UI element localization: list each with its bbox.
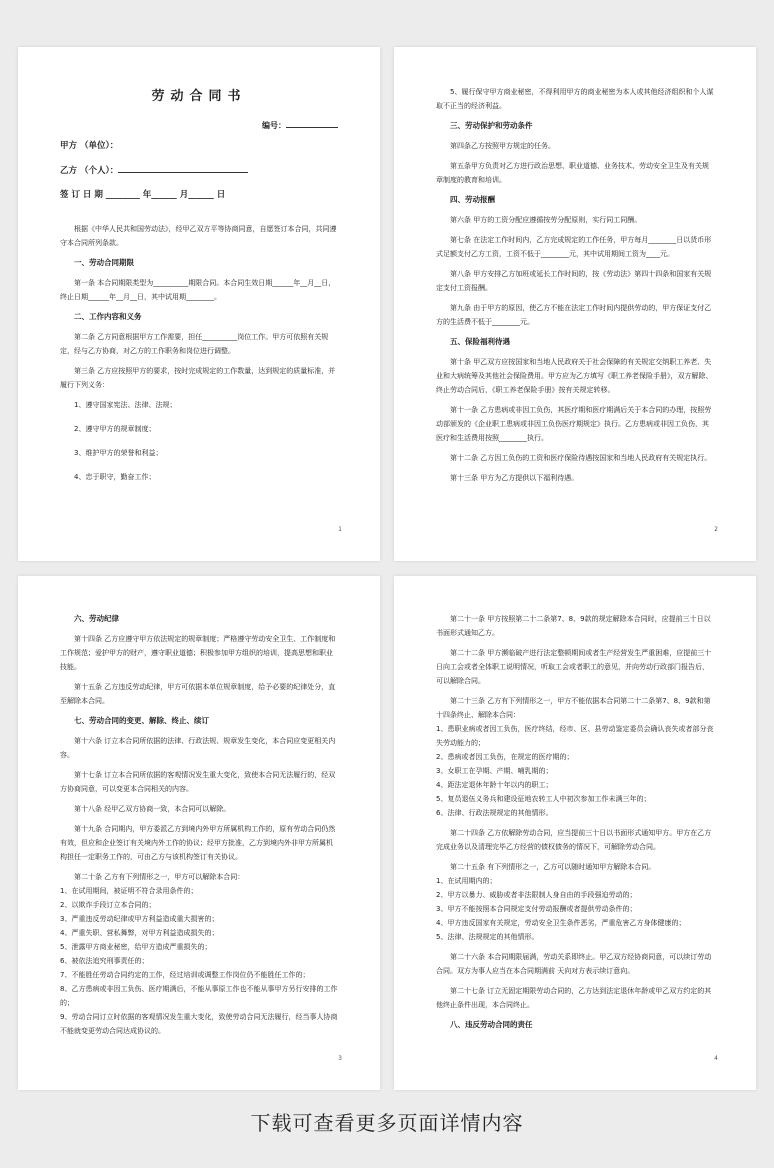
party-b-line bbox=[60, 163, 338, 176]
article-12: 第十二条 乙方因工负伤的工资和医疗保险待遇按国家和当地人民政府有关规定执行。 bbox=[450, 454, 712, 462]
list-item: 9、劳动合同订立时依据的客观情况发生重大变化，致使劳动合同无法履行，经当事人协商不能就变更劳动合同达成协议的。 bbox=[60, 1013, 338, 1035]
list-item: 3、严重违反劳动纪律或甲方利益造成重大损害的； bbox=[60, 915, 219, 923]
page-number: 1 bbox=[338, 526, 342, 533]
section-heading: 七、劳动合同的变更、解除、终止、续订 bbox=[74, 716, 209, 725]
article-15: 第十五条 乙方违反劳动纪律，甲方可依据本单位规章制度，给予必要的纪律处分，直至解除本合同。 bbox=[60, 683, 336, 705]
list-item: 1、患职业病或者因工负伤，医疗终结，经市、区、县劳动鉴定委员会确认丧失或者部分丧失劳动能力的； bbox=[436, 725, 714, 747]
list-item: 3、女职工在孕期、产期、哺乳期的； bbox=[436, 767, 553, 775]
page-content bbox=[60, 81, 338, 547]
list-item: 5、履行保守甲方商业秘密，不得利用甲方的商业秘密为本人或其他经济组织和个人谋取不正当的经济利益。 bbox=[436, 88, 714, 110]
serial-number bbox=[60, 118, 338, 131]
article-24: 第二十四条 乙方依解除劳动合同，应当提前三十日以书面形式通知甲方。甲方在乙方完成业务以及清理完毕乙方经营的债权债务的情况下，可解除劳动合同。 bbox=[436, 829, 712, 851]
article-8: 第八条 甲方安排乙方加班或延长工作时间的，按《劳动法》第四十四条和国家有关规定支付工资报酬。 bbox=[436, 270, 712, 292]
article-17: 第十七条 订立本合同所依据的客观情况发生重大变化，致使本合同无法履行的，经双方协商同意，可以变更本合同相关的内容。 bbox=[60, 771, 336, 793]
page-content bbox=[436, 612, 714, 1076]
list-item: 1、在试用期内的； bbox=[436, 877, 497, 885]
page-number: 3 bbox=[338, 1055, 342, 1062]
article-14: 第十四条 乙方应遵守甲方依法规定的规章制度；严格遵守劳动安全卫生、工作制度和工作规范；爱护甲方的财产，遵守职业道德；积极参加甲方组织的培训，提高思想和职业技能。 bbox=[60, 635, 336, 671]
list-item: 1、在试用期间，被证明不符合录用条件的； bbox=[60, 887, 198, 895]
article-16: 第十六条 订立本合同所依据的法律、行政法规、规章发生变化，本合同应变更相关内容。 bbox=[60, 737, 336, 759]
list-item: 5、法律、法规规定的其他情形。 bbox=[436, 933, 539, 941]
article-7: 第七条 在法定工作时间内，乙方完成规定的工作任务，甲方每月________日以货币形式足额支付乙方工资，工资不低于________元，其中试用期间工资为____元。 bbox=[436, 236, 712, 258]
list-item: 4、距法定退休年龄十年以内的职工； bbox=[436, 781, 553, 789]
party-b-label: 乙方 （个人）： bbox=[60, 166, 119, 176]
list-item: 2、患病或者因工负伤，在规定的医疗期的； bbox=[436, 753, 574, 761]
document-page-4 bbox=[394, 576, 756, 1090]
list-item: 4、甲方违反国家有关规定，劳动安全卫生条件恶劣，严重危害乙方身体健康的； bbox=[436, 919, 686, 927]
list-item: 5、复员退伍义务兵和建设征地农转工人中初次参加工作未满三年的； bbox=[436, 795, 651, 803]
page-number: 2 bbox=[714, 526, 718, 533]
download-more-caption: 下载可查看更多页面详情内容 bbox=[250, 1111, 524, 1135]
serial-blank bbox=[286, 118, 338, 128]
list-item: 3、维护甲方的荣誉和利益； bbox=[74, 449, 163, 457]
article-6: 第六条 甲方的工资分配应遵循按劳分配原则，实行同工同酬。 bbox=[450, 216, 642, 224]
article-26: 第二十六条 本合同期限届满，劳动关系即终止。甲乙双方经协商同意，可以续订劳动合同。双方为事人应当在本合同期满前 天向对方表示续订意向。 bbox=[436, 953, 712, 975]
list-item: 1、遵守国家宪法、法律、法规； bbox=[74, 401, 177, 409]
section-heading: 八、违反劳动合同的责任 bbox=[450, 1020, 533, 1029]
list-item: 2、遵守甲方的规章制度； bbox=[74, 425, 156, 433]
party-a-line bbox=[60, 139, 338, 151]
article-5: 第五条甲方负责对乙方进行政治思想、职业道德、业务技术、劳动安全卫生及有关规章制度的教育和培训。 bbox=[436, 162, 709, 184]
article-18: 第十八条 经甲乙双方协商一致，本合同可以解除。 bbox=[74, 805, 231, 813]
article-9: 第九条 由于甲方的原因，使乙方不能在法定工作时间内提供劳动的，甲方保证支付乙方的生活费不低于________元。 bbox=[436, 304, 712, 326]
article-20: 第二十条 乙方有下列情形之一，甲方可以解除本合同： bbox=[74, 873, 245, 881]
list-item: 4、忠于职守，勤奋工作； bbox=[74, 473, 156, 481]
article-2: 第二条 乙方同意根据甲方工作需要，担任__________岗位工作。甲方可依照有关规定，经与乙方协商，对乙方的工作职务和岗位进行调整。 bbox=[60, 333, 329, 355]
party-b-blank bbox=[118, 163, 248, 173]
article-1: 第一条 本合同期限类型为__________期限合同。本合同生效日期______年__月__日，终止日期______年__月__日，其中试用期________。 bbox=[60, 279, 336, 301]
article-19: 第十九条 合同期内，甲方委派乙方到境内外甲方所属机构工作的，原有劳动合同仍然有效，但应和企业签订有关境内外工作的协议；经甲方批准，乙方到境内外非甲方所属机构担任一定职务工作的，可由乙方与该机构签订有关协议。 bbox=[60, 825, 336, 861]
sign-date: 签 订 日 期 ________ 年______ 月______ 日 bbox=[60, 190, 226, 200]
party-a-label: 甲方 （单位）： bbox=[60, 141, 119, 151]
list-item: 6、被依法追究刑事责任的； bbox=[60, 957, 149, 965]
serial-label: 编号： bbox=[262, 121, 286, 130]
article-3: 第三条 乙方应按照甲方的要求，按时完成规定的工作数量，达到规定的质量标准，并履行下列义务： bbox=[60, 367, 336, 389]
section-heading: 四、劳动报酬 bbox=[450, 195, 495, 204]
article-27: 第二十七条 订立无固定期限劳动合同的，乙方达到法定退休年龄或甲乙双方约定的其他终止条件出现，本合同终止。 bbox=[436, 987, 712, 1009]
section-heading: 二、工作内容和义务 bbox=[74, 312, 142, 321]
section-heading: 五、保险福利待遇 bbox=[450, 337, 510, 346]
page-content bbox=[436, 85, 714, 547]
document-page-1 bbox=[18, 47, 380, 561]
article-21: 第二十一条 甲方按照第二十二条第7、8、9款的规定解除本合同时，应提前三十日以书面形式通知乙方。 bbox=[436, 615, 711, 637]
article-10: 第十条 甲乙双方应按国家和当地人民政府关于社会保障的有关规定交纳职工养老、失业和大病统筹及其他社会保险费用。甲方应为乙方填写《职工养老保险手册》，双方解除、终止劳动合同后，《职工养老保险手册》按有关规定转移。 bbox=[436, 358, 713, 394]
list-item: 2、甲方以暴力、威胁或者非法限制人身自由的手段强迫劳动的； bbox=[436, 891, 637, 899]
list-item: 5、泄露甲方商业秘密，给甲方造成严重损失的； bbox=[60, 943, 212, 951]
list-item: 3、甲方不能按照本合同规定支付劳动报酬或者提供劳动条件的； bbox=[436, 905, 637, 913]
page-content bbox=[60, 612, 338, 1076]
contract-title: 劳动合同书 bbox=[151, 89, 247, 104]
list-item: 8、乙方患病或非因工负伤、医疗期满后，不能从事原工作也不能从事甲方另行安排的工作的； bbox=[60, 985, 338, 1007]
section-heading: 三、劳动保护和劳动条件 bbox=[450, 121, 533, 130]
article-25: 第二十五条 有下列情形之一，乙方可以随时通知甲方解除本合同。 bbox=[450, 863, 656, 871]
document-page-3 bbox=[18, 576, 380, 1090]
intro-paragraph: 根据《中华人民共和国劳动法》，经甲乙双方平等协商同意，自愿签订本合同，共同遵守本合同所列条款。 bbox=[60, 225, 337, 247]
article-22: 第二十二条 甲方濒临破产进行法定整顿期间或者生产经营发生严重困难，应提前三十日向工会或者全体职工说明情况，听取工会或者职工的意见，并向劳动行政部门报告后，可以解除合同。 bbox=[436, 649, 712, 685]
list-item: 2、以欺诈手段订立本合同的； bbox=[60, 901, 156, 909]
list-item: 7、不能胜任劳动合同约定的工作，经过培训或调整工作岗位仍不能胜任工作的； bbox=[60, 971, 310, 979]
article-4: 第四条乙方按照甲方规定的任务。 bbox=[450, 142, 555, 150]
section-heading: 六、劳动纪律 bbox=[74, 614, 119, 623]
article-11: 第十一条 乙方患病或非因工负伤，其医疗期和医疗期满后关于本合同的办理，按照劳动部颁发的《企业职工患病或非因工负伤医疗期规定》执行。乙方患病或非因工负伤，其医疗和生活费用按照________执行。 bbox=[436, 406, 712, 442]
document-page-2 bbox=[394, 47, 756, 561]
list-item: 4、严重失职、营私舞弊，对甲方利益造成损失的； bbox=[60, 929, 219, 937]
article-23: 第二十三条 乙方有下列情形之一，甲方不能依据本合同第二十二条第7、8、9款和第十四条终止、解除本合同： bbox=[436, 697, 711, 719]
page-number: 4 bbox=[714, 1055, 718, 1062]
list-item: 6、法律、行政法规规定的其他情形。 bbox=[436, 809, 553, 817]
section-heading: 一、劳动合同期限 bbox=[74, 258, 134, 267]
article-13: 第十三条 甲方为乙方提供以下福利待遇。 bbox=[450, 474, 579, 482]
